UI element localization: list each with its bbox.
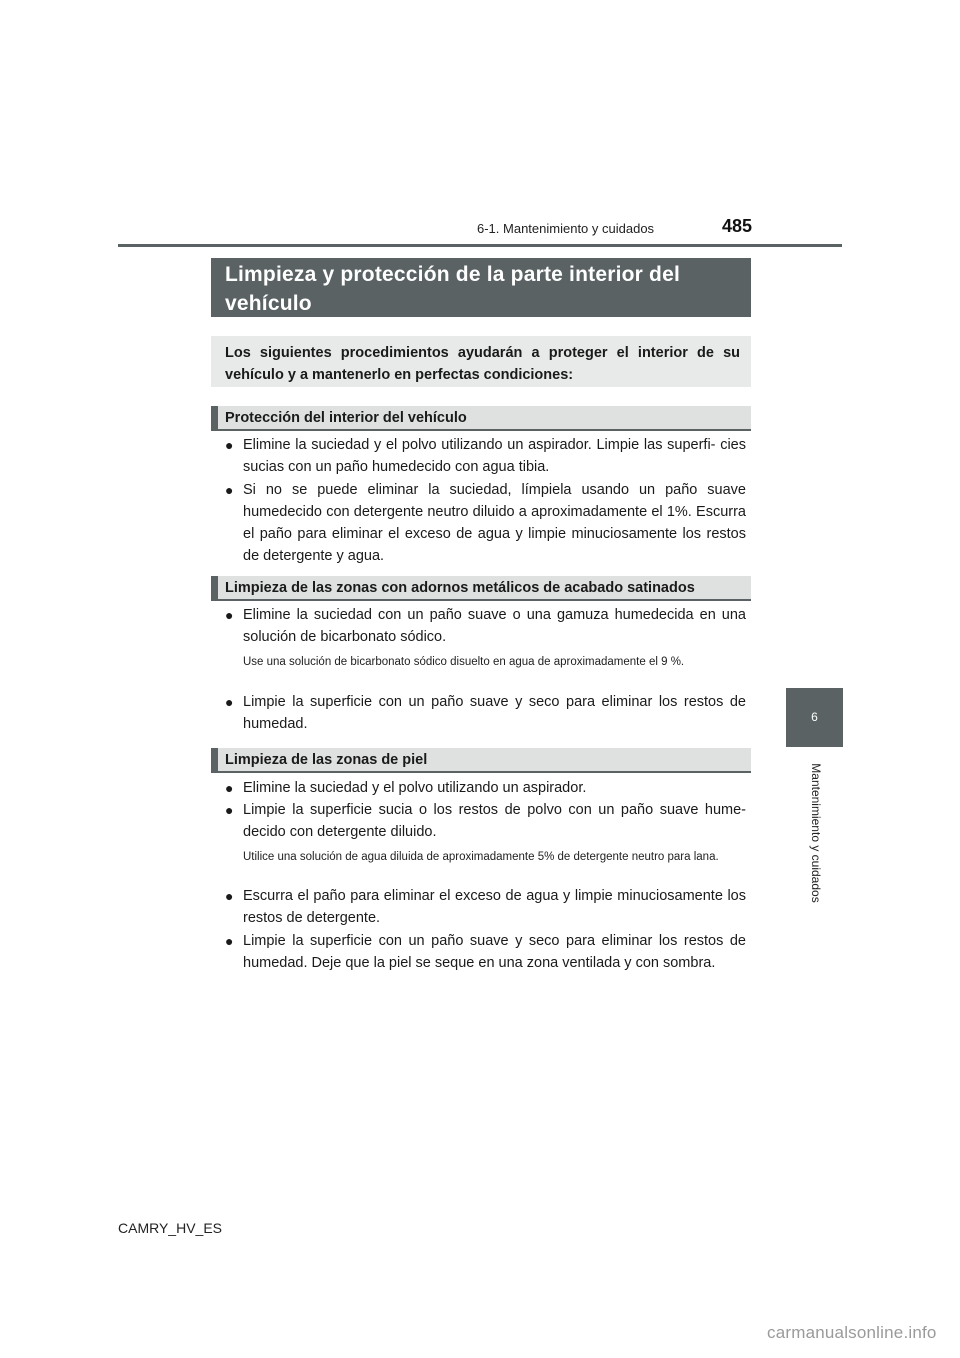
section-heading-protection xyxy=(211,406,751,431)
list-item-text: Limpie la superficie con un paño suave y seco para eliminar los restos de humedad. xyxy=(243,694,746,732)
list-item-text: Escurra el paño para eliminar el exceso de agua y limpie minuciosamente los restos de detergente. xyxy=(243,888,746,926)
section-heading-marker xyxy=(211,748,218,771)
bullet-icon: ● xyxy=(225,780,234,796)
bullet-icon: ● xyxy=(225,482,234,498)
list-item xyxy=(225,434,746,478)
list-item-text: Elimine la suciedad y el polvo utilizando un aspirador. xyxy=(243,780,587,796)
bullet-icon: ● xyxy=(225,437,234,453)
list-item-text: Elimine la suciedad y el polvo utilizando un aspirador. Limpie las superfi- cies sucias con un paño humedecido con agua tibia. xyxy=(243,437,746,475)
bullet-icon: ● xyxy=(225,888,234,904)
chapter-tab-label: Mantenimiento y cuidados xyxy=(809,763,823,903)
list-item-text: Elimine la suciedad con un paño suave o una gamuza humedecida en una solución de bicarbonato sódico. xyxy=(243,607,746,645)
bullet-icon: ● xyxy=(225,694,234,710)
intro-text: Los siguientes procedimientos ayudarán a proteger el interior de su vehículo y a mantenerlo en perfectas condiciones: xyxy=(211,336,751,387)
list-item xyxy=(225,799,746,843)
section-heading-marker xyxy=(211,406,218,429)
header-divider xyxy=(118,244,842,247)
page-title xyxy=(211,258,751,317)
bullet-icon: ● xyxy=(225,607,234,623)
section-heading-label: Limpieza de las zonas de piel xyxy=(225,751,428,768)
chapter-tab xyxy=(786,688,843,747)
chapter-tab-number: 6 xyxy=(811,710,818,724)
chapter-section-label: 6-1. Mantenimiento y cuidados xyxy=(477,221,655,236)
note-text: Use una solución de bicarbonato sódico disuelto en agua de aproximadamente el 9 %. xyxy=(243,656,685,668)
section-heading-label: Protección del interior del vehículo xyxy=(225,409,467,426)
watermark: carmanualsonline.info xyxy=(767,1323,937,1342)
list-item xyxy=(225,479,746,567)
list-item-text: Limpie la superficie sucia o los restos de polvo con un paño suave hume- decido con detergente diluido. xyxy=(243,802,746,840)
section-heading-leather xyxy=(211,748,751,773)
note-text: Utilice una solución de agua diluida de aproximadamente 5% de detergente neutro para lana. xyxy=(243,851,719,863)
page-title-line-2: vehículo xyxy=(225,292,312,315)
list-item xyxy=(225,691,746,735)
bullet-icon: ● xyxy=(225,802,234,818)
page-number: 485 xyxy=(722,216,753,236)
manual-code: CAMRY_HV_ES xyxy=(118,1220,223,1236)
section-heading-marker xyxy=(211,576,218,599)
page-title-line-1: Limpieza y protección de la parte interior del xyxy=(225,263,680,286)
list-item-text: Si no se puede eliminar la suciedad, límpiela usando un paño suave humedecido con detergente neutro diluido a aproximadamente el 1%. Escurra el paño para eliminar el exceso de agua y limpie minuciosamente los restos de detergente y agua. xyxy=(243,482,746,564)
section-heading-satin-metal xyxy=(211,576,751,601)
section-heading-label: Limpieza de las zonas con adornos metálicos de acabado satinados xyxy=(225,579,695,596)
list-item xyxy=(225,930,746,974)
list-item xyxy=(225,604,746,648)
list-item-text: Limpie la superficie con un paño suave y seco para eliminar los restos de humedad. Deje que la piel se seque en una zona ventilada y con sombra. xyxy=(243,933,746,971)
list-item xyxy=(225,777,746,799)
list-item xyxy=(225,885,746,929)
bullet-icon: ● xyxy=(225,933,234,949)
